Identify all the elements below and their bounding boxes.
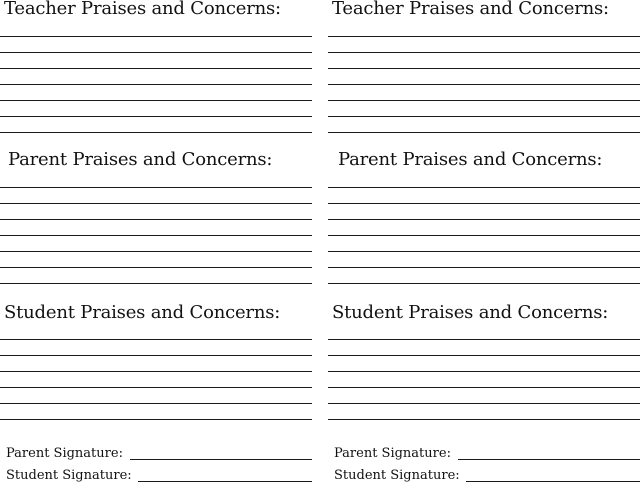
writing-line[interactable] xyxy=(0,116,312,117)
teacher-heading: Teacher Praises and Concerns: xyxy=(332,0,609,19)
writing-line[interactable] xyxy=(328,339,640,340)
student-signature-row xyxy=(334,468,640,484)
writing-line[interactable] xyxy=(0,52,312,53)
student-section xyxy=(0,296,312,486)
writing-line[interactable] xyxy=(0,419,312,420)
writing-line[interactable] xyxy=(0,251,312,252)
writing-line[interactable] xyxy=(0,355,312,356)
writing-line[interactable] xyxy=(328,203,640,204)
writing-line[interactable] xyxy=(328,219,640,220)
writing-line[interactable] xyxy=(328,419,640,420)
writing-line[interactable] xyxy=(328,68,640,69)
writing-line[interactable] xyxy=(0,84,312,85)
parent-signature-line[interactable] xyxy=(130,459,312,460)
student-signature-label: Student Signature: xyxy=(334,468,460,483)
writing-line[interactable] xyxy=(0,371,312,372)
parent-signature-row xyxy=(6,446,312,462)
parent-signature-row xyxy=(334,446,640,462)
parent-section xyxy=(328,145,640,285)
writing-line[interactable] xyxy=(0,187,312,188)
writing-line[interactable] xyxy=(0,132,312,133)
writing-line[interactable] xyxy=(0,68,312,69)
form-column-left xyxy=(0,0,312,488)
writing-line[interactable] xyxy=(328,36,640,37)
student-signature-row xyxy=(6,468,312,484)
parent-signature-line[interactable] xyxy=(458,459,640,460)
writing-line[interactable] xyxy=(0,219,312,220)
writing-line[interactable] xyxy=(328,52,640,53)
writing-line[interactable] xyxy=(328,355,640,356)
parent-section xyxy=(0,145,312,285)
writing-line[interactable] xyxy=(0,100,312,101)
writing-line[interactable] xyxy=(328,235,640,236)
writing-line[interactable] xyxy=(0,283,312,284)
parent-signature-label: Parent Signature: xyxy=(6,446,123,461)
writing-line[interactable] xyxy=(328,251,640,252)
parent-signature-label: Parent Signature: xyxy=(334,446,451,461)
teacher-heading: Teacher Praises and Concerns: xyxy=(4,0,281,19)
parent-heading: Parent Praises and Concerns: xyxy=(8,149,273,170)
writing-line[interactable] xyxy=(0,203,312,204)
teacher-section xyxy=(0,0,312,140)
student-signature-line[interactable] xyxy=(138,481,312,482)
writing-line[interactable] xyxy=(328,116,640,117)
student-heading: Student Praises and Concerns: xyxy=(332,302,609,323)
student-section xyxy=(328,296,640,486)
form-column-right xyxy=(328,0,640,488)
writing-line[interactable] xyxy=(328,132,640,133)
writing-line[interactable] xyxy=(0,387,312,388)
parent-heading: Parent Praises and Concerns: xyxy=(338,149,603,170)
student-signature-line[interactable] xyxy=(466,481,640,482)
teacher-section xyxy=(328,0,640,140)
writing-line[interactable] xyxy=(328,84,640,85)
writing-line[interactable] xyxy=(0,267,312,268)
student-heading: Student Praises and Concerns: xyxy=(4,302,281,323)
writing-line[interactable] xyxy=(328,283,640,284)
writing-line[interactable] xyxy=(328,267,640,268)
writing-line[interactable] xyxy=(328,187,640,188)
writing-line[interactable] xyxy=(0,339,312,340)
student-signature-label: Student Signature: xyxy=(6,468,132,483)
writing-line[interactable] xyxy=(328,387,640,388)
writing-line[interactable] xyxy=(328,371,640,372)
writing-line[interactable] xyxy=(0,36,312,37)
writing-line[interactable] xyxy=(328,403,640,404)
writing-line[interactable] xyxy=(328,100,640,101)
writing-line[interactable] xyxy=(0,235,312,236)
writing-line[interactable] xyxy=(0,403,312,404)
